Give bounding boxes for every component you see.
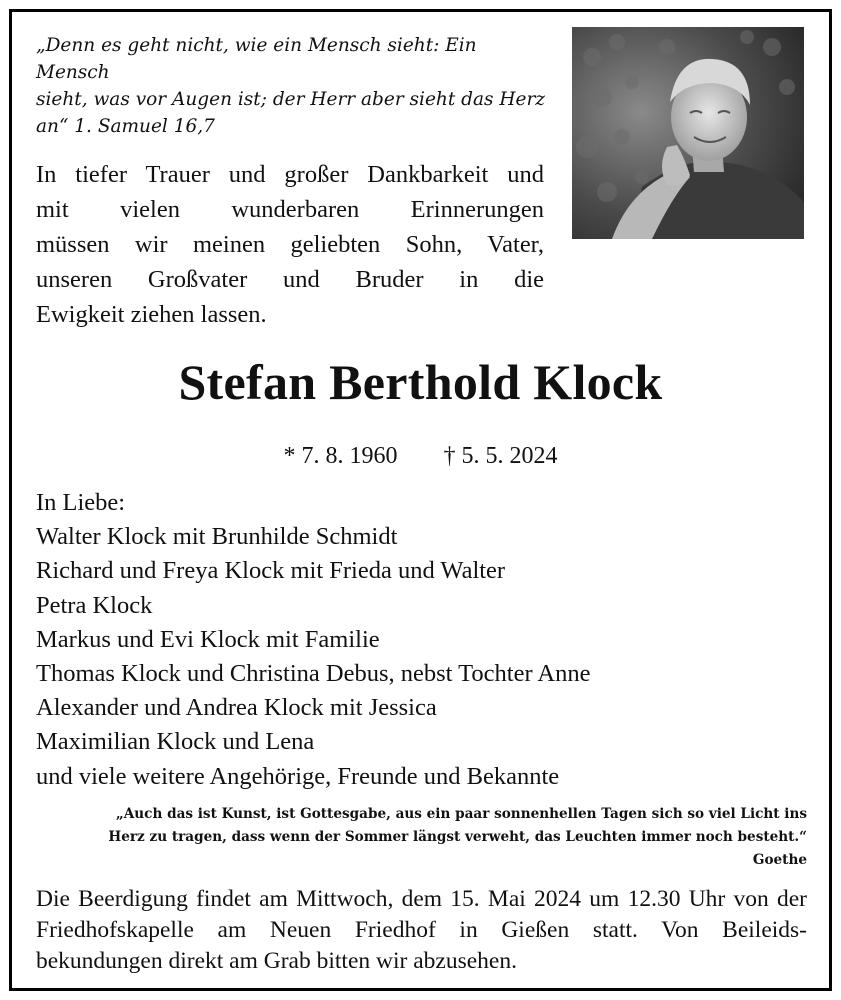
birth-date: * 7. 8. 1960 — [283, 443, 398, 469]
family-list-item: In Liebe: — [36, 489, 126, 516]
family-list-item: Alexander und Andrea Klock mit Jessica — [36, 694, 437, 722]
intro-line: mit vielen wunderbaren Erinnerungen — [36, 196, 544, 223]
bible-quote-line: „Denn es geht nicht, wie ein Mensch sieht: Ein Mensch — [36, 35, 477, 83]
intro-text — [36, 157, 544, 332]
life-dates — [12, 440, 829, 472]
death-date: † 5. 5. 2024 — [443, 443, 558, 469]
intro-line: müssen wir meinen geliebten Sohn, Vater, — [36, 231, 544, 258]
family-list-item: Thomas Klock und Christina Debus, nebst Tochter Anne — [36, 660, 591, 688]
bible-quote — [36, 32, 556, 140]
family-list-item: Maximilian Klock und Lena — [36, 728, 315, 756]
funeral-line: Friedhofskapelle am Neuen Friedhof in Gießen statt. Von Beileids- — [36, 917, 807, 943]
goethe-quote-line: „Auch das ist Kunst, ist Gottesgabe, aus ein paar sonnenhellen Tagen sich so viel Licht ins — [115, 806, 807, 822]
bible-quote-line: sieht, was vor Augen ist; der Herr aber sieht das Herz — [36, 89, 546, 110]
obituary-frame — [9, 9, 832, 991]
intro-line: Ewigkeit ziehen lassen. — [36, 301, 267, 328]
family-list-item: Richard und Freya Klock mit Frieda und Walter — [36, 557, 506, 585]
intro-line: In tiefer Trauer und großer Dankbarkeit und — [36, 161, 544, 188]
family-list-item: Walter Klock mit Brunhilde Schmidt — [36, 523, 398, 551]
family-list — [36, 486, 590, 794]
family-list-item: und viele weitere Angehörige, Freunde und Bekannte — [36, 762, 560, 790]
deceased-name: Stefan Berthold Klock — [178, 354, 663, 410]
goethe-quote — [52, 803, 807, 872]
family-list-item: Petra Klock — [36, 591, 153, 619]
goethe-quote-author: Goethe — [752, 852, 807, 868]
funeral-line: Die Beerdigung findet am Mittwoch, dem 15. Mai 2024 um 12.30 Uhr von der — [36, 886, 807, 912]
portrait-photo — [572, 27, 804, 239]
goethe-quote-line: Herz zu tragen, dass wenn der Sommer längst verweht, das Leuchten immer noch besteht.“ — [108, 829, 807, 845]
family-list-item: Markus und Evi Klock mit Familie — [36, 625, 380, 653]
funeral-line: bekundungen direkt am Grab bitten wir abzusehen. — [36, 948, 517, 974]
funeral-notice — [36, 884, 807, 977]
intro-line: unseren Großvater und Bruder in die — [36, 266, 544, 293]
bible-quote-line: an“ 1. Samuel 16,7 — [36, 116, 215, 137]
